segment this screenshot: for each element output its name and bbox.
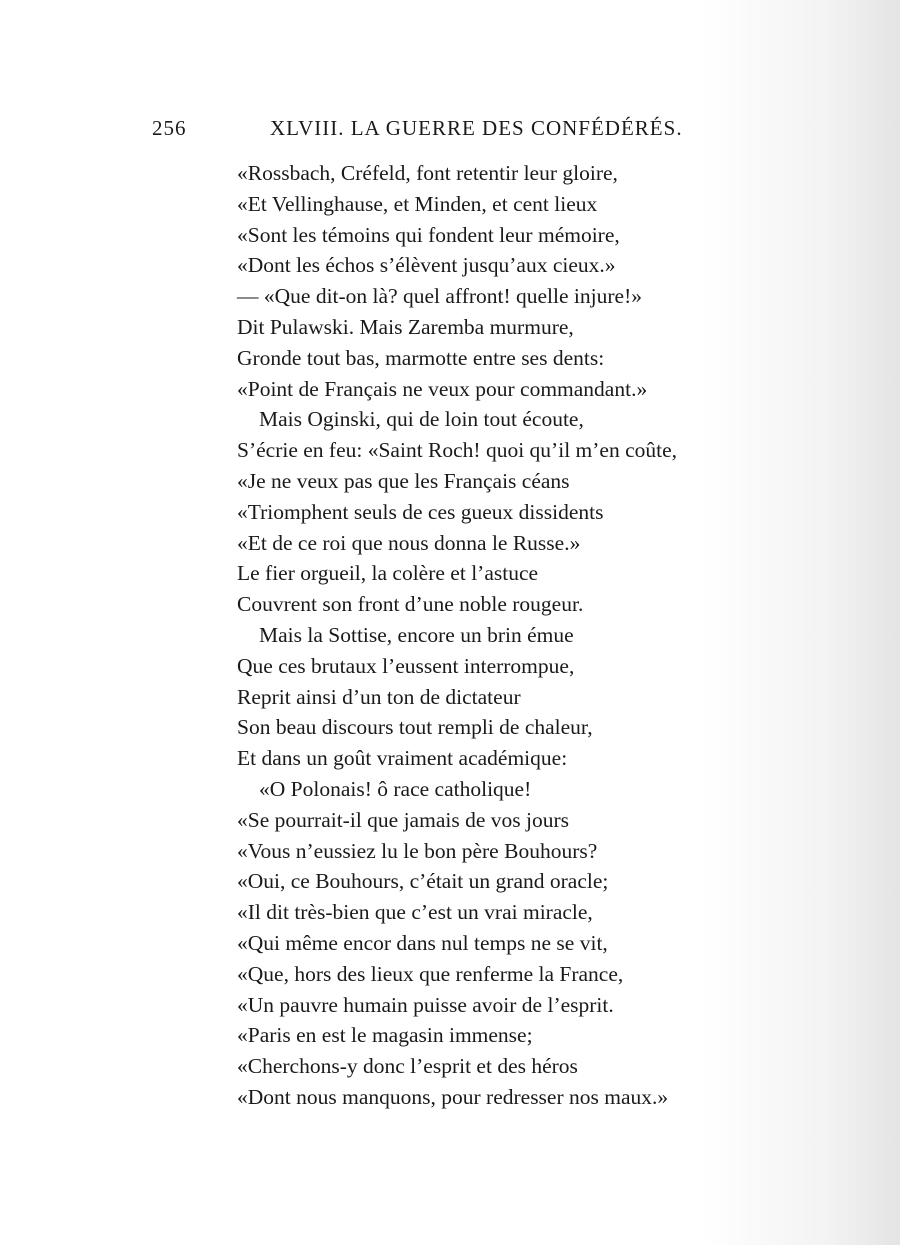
- verse-line: «Je ne veux pas que les Français céans: [237, 468, 570, 493]
- verse-line: Gronde tout bas, marmotte entre ses dents:: [237, 345, 605, 370]
- page-header: [152, 116, 717, 148]
- verse-line: — «Que dit-on là? quel affront! quelle injure!»: [237, 284, 642, 309]
- verse-line: «Rossbach, Créfeld, font retentir leur gloire,: [237, 161, 618, 185]
- verse-line: «Sont les témoins qui fondent leur mémoire,: [237, 222, 620, 247]
- verse-line: «Vous n’eussiez lu le bon père Bouhours?: [237, 838, 598, 863]
- verse-line: «Triomphent seuls de ces gueux dissidents: [237, 499, 604, 524]
- verse-line: «Et Vellinghause, et Minden, et cent lieux: [237, 191, 598, 216]
- verse-line: Mais la Sottise, encore un brin émue: [259, 622, 574, 647]
- verse-line: «Que, hors des lieux que renferme la France,: [237, 961, 624, 986]
- verse-line: «Oui, ce Bouhours, c’était un grand oracle;: [237, 869, 609, 894]
- verse-line: «Point de Français ne veux pour commandant.»: [237, 376, 648, 401]
- verse-line: S’écrie en feu: «Saint Roch! quoi qu’il m’en coûte,: [237, 438, 678, 463]
- verse-line: Son beau discours tout rempli de chaleur,: [237, 715, 593, 740]
- verse-line: Reprit ainsi d’un ton de dictateur: [237, 684, 521, 709]
- verse-line: «Il dit très-bien que c’est un vrai miracle,: [237, 900, 593, 925]
- page-number: 256: [152, 116, 187, 140]
- running-head: XLVIII. LA GUERRE DES CONFÉDÉRÉS.: [270, 116, 683, 140]
- verse-line: «Dont nous manquons, pour redresser nos maux.»: [237, 1084, 669, 1109]
- verse-block: [237, 158, 797, 1113]
- verse-line: «Et de ce roi que nous donna le Russe.»: [237, 530, 581, 555]
- verse-line: Que ces brutaux l’eussent interrompue,: [237, 653, 575, 678]
- verse-line: «Cherchons-y donc l’esprit et des héros: [237, 1054, 578, 1079]
- verse-line: «Un pauvre humain puisse avoir de l’esprit.: [237, 992, 614, 1017]
- verse-line: Le fier orgueil, la colère et l’astuce: [237, 561, 539, 586]
- verse-line: «O Polonais! ô race catholique!: [259, 776, 532, 801]
- verse-line: Mais Oginski, qui de loin tout écoute,: [259, 407, 584, 432]
- verse-line: «Paris en est le magasin immense;: [237, 1023, 533, 1048]
- verse-line: Dit Pulawski. Mais Zaremba murmure,: [237, 314, 574, 339]
- verse-line: Et dans un goût vraiment académique:: [237, 746, 568, 771]
- verse-line: Couvrent son front d’une noble rougeur.: [237, 592, 584, 617]
- verse-line: «Dont les échos s’élèvent jusqu’aux cieux.»: [237, 253, 616, 278]
- verse-line: «Qui même encor dans nul temps ne se vit,: [237, 930, 608, 955]
- verse-line: «Se pourrait-il que jamais de vos jours: [237, 807, 569, 832]
